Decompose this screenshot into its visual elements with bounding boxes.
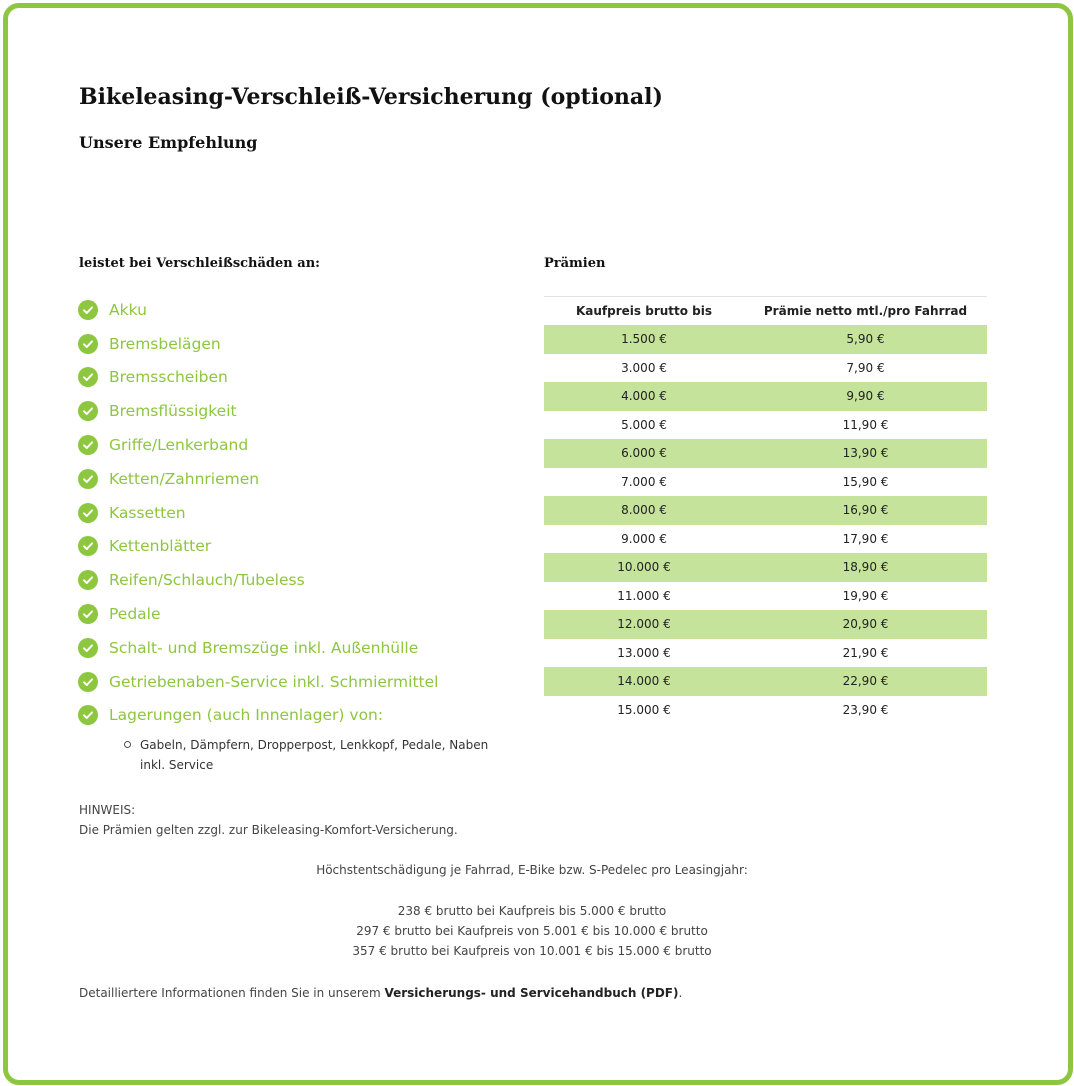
premium-cell: 13,90 € (744, 439, 987, 468)
premiums-table (544, 296, 987, 724)
price-cell: 4.000 € (544, 382, 744, 411)
table-row (544, 582, 987, 611)
table-row (544, 610, 987, 639)
premium-cell: 20,90 € (744, 610, 987, 639)
coverage-heading: leistet bei Verschleißschäden an: (79, 256, 320, 271)
coverage-item-label: Schalt- und Bremszüge inkl. Außenhülle (109, 638, 419, 657)
list-item (78, 530, 518, 564)
premium-cell: 5,90 € (744, 325, 987, 354)
list-item (78, 665, 518, 699)
check-circle-icon (78, 536, 98, 556)
coverage-item-label: Bremsbelägen (109, 334, 221, 353)
compensation-amount-line: 297 € brutto bei Kaufpreis von 5.001 € bis 10.000 € brutto (356, 924, 708, 938)
list-item (78, 394, 518, 428)
hinweis-text: Die Prämien gelten zzgl. zur Bikeleasing-Komfort-Versicherung. (79, 823, 458, 837)
premium-cell: 19,90 € (842, 588, 889, 603)
table-row (544, 496, 987, 525)
premium-cell: 9,90 € (744, 382, 987, 411)
premium-cell: 18,90 € (744, 553, 987, 582)
table-row (544, 553, 987, 582)
premium-cell: 22,90 € (744, 667, 987, 696)
premium-cell: 23,90 € (842, 702, 889, 717)
price-cell: 15.000 € (617, 702, 671, 717)
sublist-item: Gabeln, Dämpfern, Dropperpost, Lenkkopf, Pedale, Naben inkl. Service (122, 735, 502, 775)
list-item (78, 428, 518, 462)
check-circle-icon (78, 638, 98, 658)
coverage-item-label: Griffe/Lenkerband (109, 436, 249, 455)
table-row (544, 382, 987, 411)
footer-prefix: Detailliertere Informationen finden Sie in unserem (79, 986, 385, 1000)
price-cell: 8.000 € (544, 496, 744, 525)
compensation-amounts (79, 901, 985, 961)
column-header-price: Kaufpreis brutto bis (544, 297, 744, 326)
price-cell: 10.000 € (544, 553, 744, 582)
coverage-list (78, 293, 518, 732)
bearings-sublist (122, 735, 502, 775)
footer-suffix: . (678, 986, 683, 1000)
price-cell: 6.000 € (544, 439, 744, 468)
compensation-amount-line: 238 € brutto bei Kaufpreis bis 5.000 € brutto (397, 904, 667, 918)
premium-cell: 21,90 € (842, 645, 889, 660)
table-row (544, 468, 987, 497)
premium-cell: 11,90 € (842, 417, 889, 432)
coverage-item-label: Kassetten (109, 503, 186, 522)
price-cell: 5.000 € (621, 417, 667, 432)
compensation-amount-line: 357 € brutto bei Kaufpreis von 10.001 € bis 15.000 € brutto (352, 944, 712, 958)
page-subtitle: Unsere Empfehlung (79, 133, 258, 152)
price-cell: 9.000 € (621, 531, 667, 546)
coverage-item-label: Pedale (109, 605, 161, 624)
price-cell: 14.000 € (544, 667, 744, 696)
check-circle-icon (78, 672, 98, 692)
table-row (544, 525, 987, 554)
table-row (544, 639, 987, 668)
check-circle-icon (78, 401, 98, 421)
table-row (544, 411, 987, 440)
max-compensation-text: Höchstentschädigung je Fahrrad, E-Bike bzw. S-Pedelec pro Leasingjahr: (316, 863, 748, 877)
premiums-heading: Prämien (544, 256, 606, 271)
list-item (78, 462, 518, 496)
coverage-item-label: Kettenblätter (109, 537, 212, 556)
check-circle-icon (78, 604, 98, 624)
check-circle-icon (78, 570, 98, 590)
coverage-item-label: Reifen/Schlauch/Tubeless (109, 571, 305, 590)
footer-note (79, 983, 682, 1003)
table-row (544, 439, 987, 468)
list-item (78, 597, 518, 631)
check-circle-icon (78, 334, 98, 354)
premium-cell: 7,90 € (846, 360, 885, 375)
list-item (78, 699, 518, 733)
price-cell: 13.000 € (617, 645, 671, 660)
table-row (544, 325, 987, 354)
list-item (78, 496, 518, 530)
price-cell: 7.000 € (621, 474, 667, 489)
table-header-row (544, 297, 987, 326)
check-circle-icon (78, 705, 98, 725)
page-title: Bikeleasing-Verschleiß-Versicherung (optional) (79, 84, 663, 110)
price-cell: 3.000 € (621, 360, 667, 375)
table-row (544, 354, 987, 383)
premium-cell: 15,90 € (842, 474, 889, 489)
coverage-item-label: Bremsscheiben (109, 368, 228, 387)
list-item (78, 293, 518, 327)
list-item (78, 327, 518, 361)
check-circle-icon (78, 503, 98, 523)
table-row (544, 667, 987, 696)
list-item (78, 361, 518, 395)
coverage-item-label: Getriebenaben-Service inkl. Schmiermittel (109, 672, 439, 691)
price-cell: 12.000 € (544, 610, 744, 639)
table-row (544, 696, 987, 725)
handbook-link[interactable]: Versicherungs- und Servicehandbuch (PDF) (384, 986, 679, 1000)
check-circle-icon (78, 469, 98, 489)
coverage-item-label: Bremsflüssigkeit (109, 402, 237, 421)
list-item (78, 563, 518, 597)
coverage-item-label: Ketten/Zahnriemen (109, 469, 260, 488)
check-circle-icon (78, 435, 98, 455)
check-circle-icon (78, 300, 98, 320)
price-cell: 1.500 € (544, 325, 744, 354)
column-header-premium: Prämie netto mtl./pro Fahrrad (744, 297, 987, 326)
hinweis-label: HINWEIS: (79, 803, 136, 817)
list-item (78, 631, 518, 665)
coverage-item-label: Akku (109, 300, 147, 319)
premium-cell: 17,90 € (842, 531, 889, 546)
hinweis-note (79, 800, 458, 840)
premium-cell: 16,90 € (744, 496, 987, 525)
price-cell: 11.000 € (617, 588, 671, 603)
coverage-item-label: Lagerungen (auch Innenlager) von: (109, 706, 384, 725)
check-circle-icon (78, 367, 98, 387)
